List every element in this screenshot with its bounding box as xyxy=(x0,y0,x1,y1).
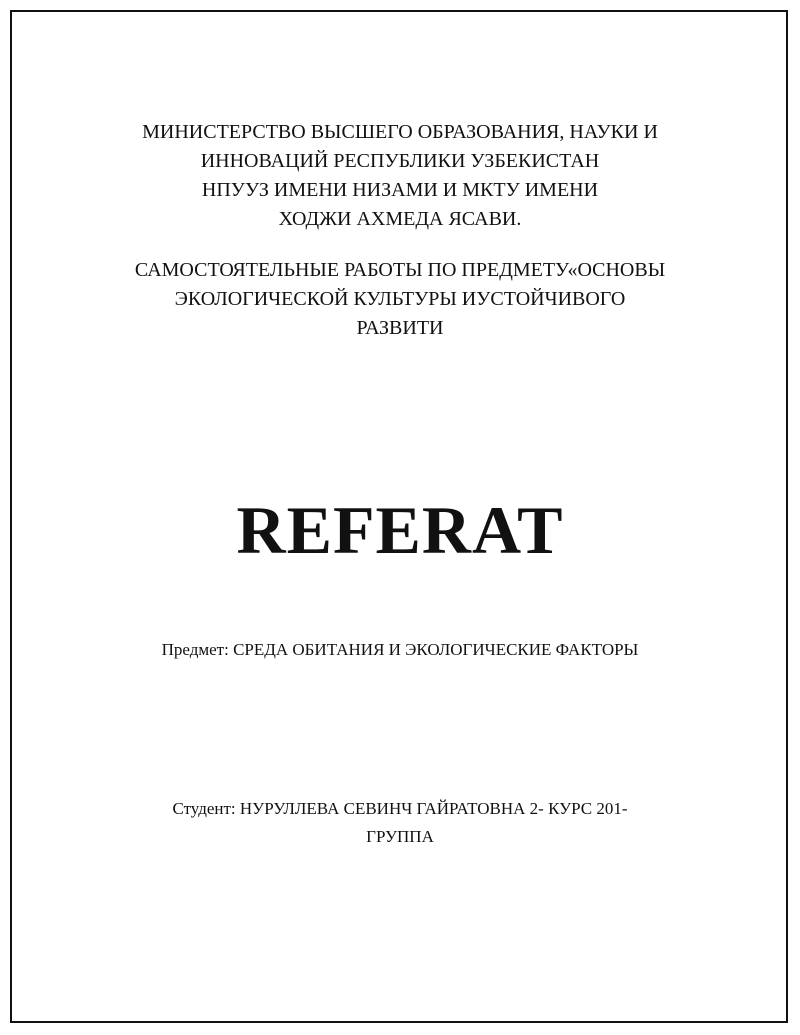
subject-heading xyxy=(0,256,800,343)
ministry-header-line: МИНИСТЕРСТВО ВЫСШЕГО ОБРАЗОВАНИЯ, НАУКИ И xyxy=(142,121,658,143)
ministry-header-line: ХОДЖИ АХМЕДА ЯСАВИ. xyxy=(278,208,522,230)
subject-heading-line: САМОСТОЯТЕЛЬНЫЕ РАБОТЫ ПО ПРЕДМЕТУ«ОСНОВЫ xyxy=(134,259,666,281)
student-info-line: ГРУППА xyxy=(366,827,434,846)
subject-heading-line: ЭКОЛОГИЧЕСКОЙ КУЛЬТУРЫ ИУСТОЙЧИВОГО xyxy=(174,288,626,310)
subject-heading-line: РАЗВИТИ xyxy=(356,317,444,339)
student-info xyxy=(0,795,800,851)
document-title: REFERAT xyxy=(236,492,564,568)
ministry-header-line: ИННОВАЦИЙ РЕСПУБЛИКИ УЗБЕКИСТАН xyxy=(200,150,600,172)
student-info-line: Студент: НУРУЛЛЕВА СЕВИНЧ ГАЙРАТОВНА 2- КУРС 201- xyxy=(172,799,628,818)
ministry-header xyxy=(0,118,800,234)
ministry-header-line: НПУУЗ ИМЕНИ НИЗАМИ И МКТУ ИМЕНИ xyxy=(201,179,599,201)
topic-line: Предмет: СРЕДА ОБИТАНИЯ И ЭКОЛОГИЧЕСКИЕ ФАКТОРЫ xyxy=(161,640,639,659)
